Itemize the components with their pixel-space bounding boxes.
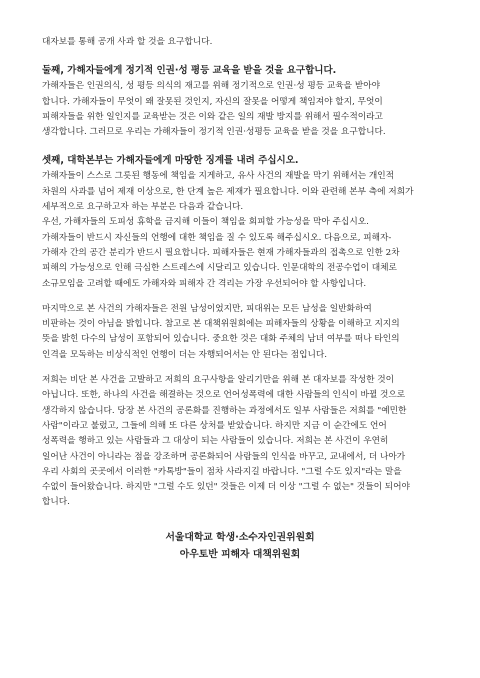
text-line: 저희는 비단 본 사건을 고발하고 저희의 요구사항을 알리기만을 위해 본 대자보를 작성한 것이 <box>42 375 395 386</box>
paragraph-intro-tail <box>42 35 438 50</box>
text-line: 피해자들을 위한 일인지를 교육받는 것은 이와 같은 일의 재발 방지를 위해서 필수적이라고 <box>42 111 383 122</box>
text-line: 뜻을 밝힌 다수의 남성이 포함되어 있습니다. 중요한 것은 대화 주체의 남녀 여부를 떠나 타인의 <box>42 334 400 345</box>
paragraph-clarification <box>42 302 438 363</box>
text-line: 우리 사회의 곳곳에서 이러한 "카톡방"들이 점차 사라지길 바랍니다. "그럴 수도 있지"라는 말을 <box>42 466 402 477</box>
text-line: 일어난 사건이 아니라는 점을 강조하며 공론화되어 사람들의 인식을 바꾸고, 교내에서, 더 나아가 <box>42 451 406 462</box>
text-line: 가해자 간의 공간 분리가 반드시 필요합니다. 피해자들은 현재 가해자들과의 접촉으로 인한 2차 <box>42 247 400 258</box>
paragraph-third-demand <box>42 169 438 291</box>
text-line: 대자보를 통해 공개 사과 할 것을 요구합니다. <box>42 37 213 47</box>
heading-third-demand: 셋째, 대학본부는 가해자들에게 마땅한 징계를 내려 주십시오. <box>42 155 299 167</box>
text-line: 합니다. <box>42 497 70 508</box>
paragraph-closing <box>42 373 438 511</box>
signature-committee-1: 서울대학교 학생·소수자인권위원회 <box>165 531 315 543</box>
text-line: 가해자들은 인권의식, 성 평등 의식의 재고를 위해 정기적으로 인권·성 평등 교육을 받아야 <box>42 81 381 92</box>
text-line: 우선, 가해자들의 도피성 휴학을 금지해 이들이 책임을 회피할 가능성을 막아 주십시오. <box>42 217 369 228</box>
text-line: 피해의 가능성으로 인해 극심한 스트레스에 시달리고 있습니다. 인문대학의 전공수업이 대체로 <box>42 263 397 274</box>
paragraph-second-demand <box>42 79 438 140</box>
text-line: 차원의 사과를 넘어 제재 이상으로, 한 단계 높은 제재가 필요합니다. 이와 관련해 본부 측에 저희가 <box>42 186 414 197</box>
text-line: 비판하는 것이 아님을 밝힙니다. 참고로 본 대책위원회에는 피해자들의 상황을 이해하고 지지의 <box>42 319 400 330</box>
text-line: 합니다. 가해자들이 무엇이 왜 잘못된 것인지, 자신의 잘못을 어떻게 책임져야 할지, 무엇이 <box>42 96 383 107</box>
text-line: 아닙니다. 또한, 하나의 사건을 해결하는 것으로 언어성폭력에 대한 사람들의 인식이 바뀔 것으로 <box>42 390 406 401</box>
text-line: 생각합니다. 그러므로 우리는 가해자들이 정기적 인권·성평등 교육을 받을 것을 요구합니다. <box>42 127 386 138</box>
heading-second-demand: 둘째, 가해자들에게 정기적 인권·성 평등 교육을 받을 것을 요구합니다. <box>42 65 337 77</box>
text-line: 가해자들이 스스로 그릇된 행동에 책임을 지게하고, 유사 사건의 재발을 막기 위해서는 개인적 <box>42 171 395 182</box>
text-line: 사람"이라고 불렀고, 그들에 의해 또 다른 상처를 받았습니다. 하지만 지금 이 순간에도 언어 <box>42 420 387 431</box>
text-line: 인격을 모독하는 비상식적인 언행이 더는 자행되어서는 안 된다는 점입니다. <box>42 349 328 360</box>
text-line: 수없이 들어왔습니다. 하지만 "그럴 수도 있던" 것들은 이제 더 이상 "그럴 수 없는" 것들이 되어야 <box>42 482 410 493</box>
text-line: 마지막으로 본 사건의 가해자들은 전원 남성이었지만, 피대위는 모든 남성을 일반화하여 <box>42 303 372 314</box>
text-line: 세부적으로 요구하고자 하는 부분은 다음과 같습니다. <box>42 202 244 213</box>
text-line: 생각하지 않습니다. 당장 본 사건의 공론화를 진행하는 과정에서도 일부 사람들은 저희를 "예민한 <box>42 405 407 416</box>
text-line: 가해자들이 반드시 자신들의 언행에 대한 책임을 질 수 있도록 해주십시오. 다음으로, 피해자- <box>42 232 392 243</box>
signature-committee-2: 아우토반 피해자 대책위원회 <box>179 548 301 560</box>
signature-block <box>42 529 438 563</box>
text-line: 소규모임을 고려할 때에도 가해자와 피해자 간 격리는 가장 우선되어야 할 사항입니다. <box>42 278 367 289</box>
text-line: 성폭력을 행하고 있는 사람들과 그 대상이 되는 사람들이 있습니다. 저희는 본 사건이 우연히 <box>42 436 389 447</box>
